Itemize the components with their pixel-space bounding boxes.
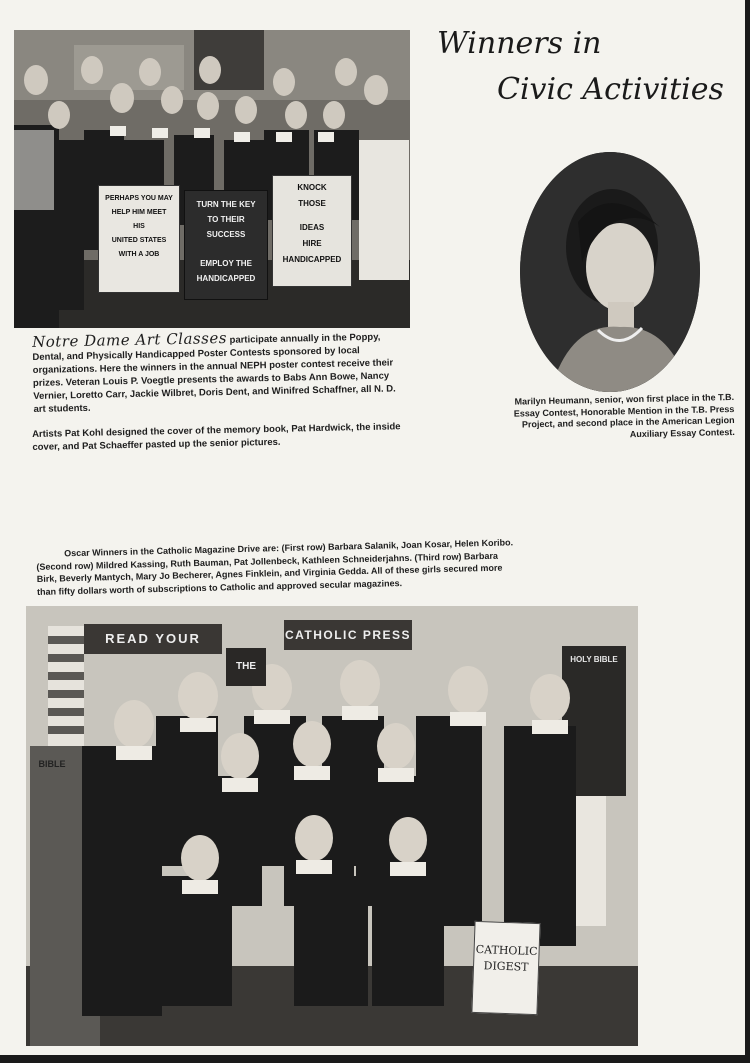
art-class-photo	[14, 30, 410, 328]
catholic-digest-line-1: CATHOLIC	[475, 942, 538, 959]
poster-2-line-3: SUCCESS	[206, 230, 246, 239]
poster-3-line-5: HANDICAPPED	[282, 255, 342, 264]
art-caption-body: participate annually in the Poppy, Dental, and Physically Handicapped Poster Contests sponsored by local organizations. Here the winners in the annual NEPH poster contest receive their prizes. Veteran Louis P. Voegtle presents the awards to Babs Ann Bowe, Nancy Vernier, Loretto Carr, Jackie Wilbret, Doris Dent, and Winifred Schaffner, all N. D. art students.	[32, 331, 396, 415]
banner-read-your	[84, 624, 222, 654]
marilyn-heumann-portrait	[520, 152, 700, 392]
banner-catholic-press	[284, 620, 412, 650]
poster-2	[184, 190, 268, 300]
oscar-winners-caption: Oscar Winners in the Catholic Magazine Drive are: (First row) Barbara Salanik, Joan Kosar, Helen Koribo. (Second row) Mildred Kassing, Ruth Bauman, Pat Jollenbeck, Kathleen Schneiderjahns. (Third row) Barbara Birk, Beverly Mantych, Mary Jo Becherer, Agnes Finklein, and Virginia Gedda. All of these girls secured more than fifty dollars worth of subscriptions to Catholic and approved secular magazines.	[36, 537, 514, 597]
poster-1-line-5: WITH A JOB	[118, 251, 160, 258]
catholic-digest-sign	[471, 921, 540, 1015]
banner-the	[226, 648, 266, 686]
poster-2-line-1: TURN THE KEY	[196, 200, 256, 209]
poster-3	[272, 175, 352, 287]
left-bible-text: BIBLE	[38, 759, 66, 769]
artists-caption: Artists Pat Kohl designed the cover of the memory book, Pat Hardwick, the inside cover, and Pat Schaeffer pasted up the senior pictures.	[32, 421, 401, 453]
banner-read-your-text: READ YOUR	[105, 631, 201, 646]
art-caption-lead: Notre Dame Art Classes	[31, 328, 228, 351]
holy-bible-text: HOLY BIBLE	[570, 655, 618, 664]
left-bible-sign	[32, 754, 72, 774]
poster-2-line-5: HANDICAPPED	[196, 274, 256, 283]
portrait-caption: Marilyn Heumann, senior, won first place in the T.B. Essay Contest, Honorable Mention in the T.B. Press Project, and second place in the American Legion Auxiliary Essay Contest.	[513, 392, 735, 439]
holy-bible-display	[566, 654, 622, 714]
poster-2-line-4: EMPLOY THE	[200, 259, 252, 268]
poster-1-line-4: UNITED STATES	[111, 237, 167, 244]
oscar-winners-photo	[26, 606, 638, 1046]
poster-1-line-3: HIS	[133, 223, 145, 230]
catholic-digest-line-2: DIGEST	[483, 959, 529, 974]
art-class-caption	[32, 328, 404, 416]
poster-1-line-1: PERHAPS YOU MAY	[105, 195, 173, 202]
poster-3-line-4: HIRE	[302, 239, 322, 248]
poster-3-line-3: IDEAS	[299, 223, 325, 232]
poster-2-line-2: TO THEIR	[207, 215, 245, 224]
banner-catholic-press-text: CATHOLIC PRESS	[284, 628, 412, 642]
poster-3-line-1: KNOCK	[297, 183, 327, 192]
page-title-line-1: Winners in	[437, 26, 602, 61]
poster-1	[98, 185, 180, 293]
poster-1-line-2: HELP HIM MEET	[111, 209, 167, 216]
poster-3-line-2: THOSE	[298, 199, 326, 208]
banner-the-text: THE	[236, 661, 256, 672]
page-title-line-2: Civic Activities	[497, 72, 724, 107]
